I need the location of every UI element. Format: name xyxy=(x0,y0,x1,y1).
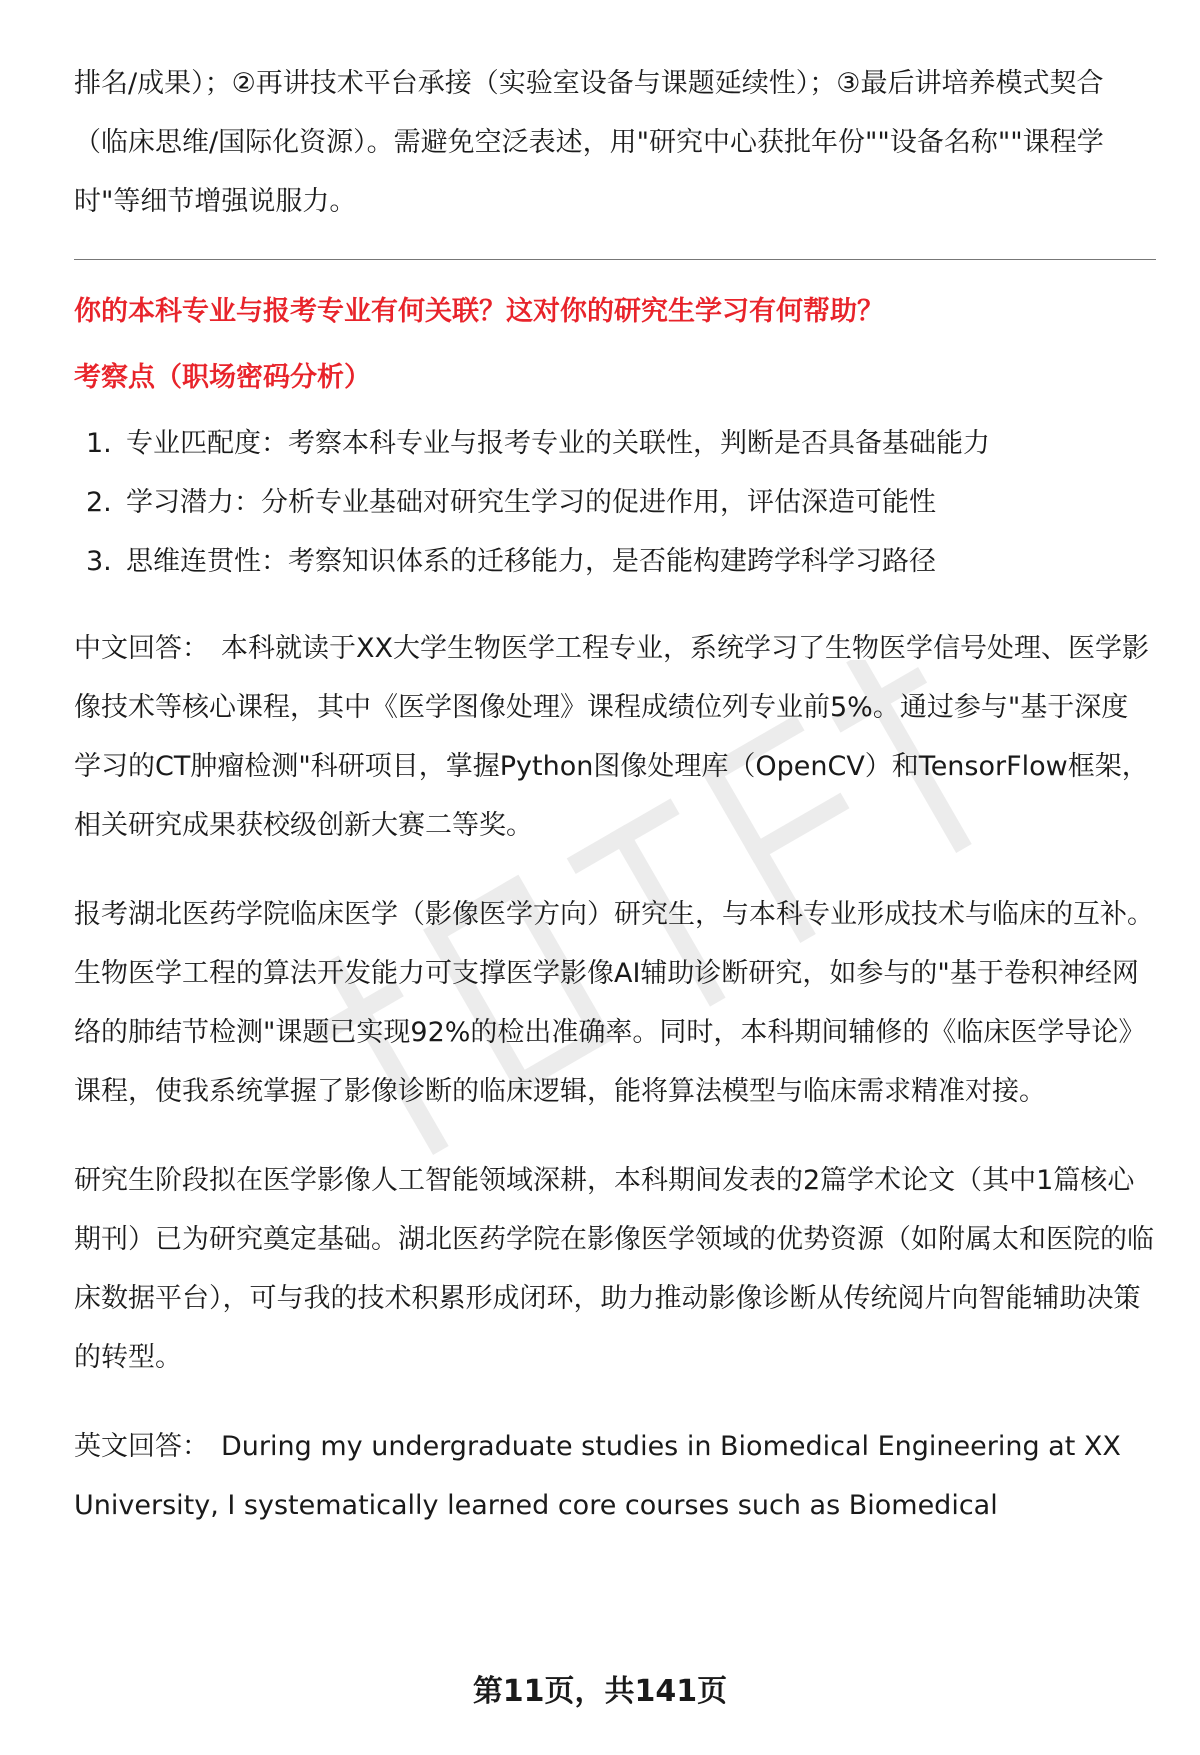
chinese-answer-text-1: 本科就读于XX大学生物医学工程专业，系统学习了生物医学信号处理、医学影像技术等核心课程，其中《医学图像处理》课程成绩位列专业前5%。通过参与"基于深度学习的CT肿瘤检测"科研项目，掌握Python图像处理库（OpenCV）和TensorFlow框架，相关研究成果获校级创新大赛二等奖。 xyxy=(74,633,1149,841)
focus-heading: 考察点（职场密码分析） xyxy=(74,362,371,393)
english-answer-text: During my undergraduate studies in Biomedical Engineering at XX University, I systematically learned core courses such as Biomedical xyxy=(74,1431,1121,1521)
english-answer-label: 英文回答： xyxy=(74,1431,209,1462)
list-item-text: 专业匹配度：考察本科专业与报考专业的关联性，判断是否具备基础能力 xyxy=(126,428,990,459)
list-item xyxy=(74,473,1154,532)
question-heading: 你的本科专业与报考专业有何关联？这对你的研究生学习有何帮助？ xyxy=(74,296,884,327)
focus-points-list xyxy=(74,414,1154,591)
list-item-text: 学习潜力：分析专业基础对研究生学习的促进作用，评估深造可能性 xyxy=(126,487,936,518)
page-content xyxy=(74,54,1154,1535)
page-footer: 第11页，共141页 xyxy=(472,1674,728,1709)
section-divider xyxy=(74,259,1156,260)
list-item xyxy=(74,532,1154,591)
intro-paragraph: 排名/成果）；②再讲技术平台承接（实验室设备与课题延续性）；③最后讲培养模式契合（临床思维/国际化资源）。需避免空泛表述，用"研究中心获批年份""设备名称""课程学时"等细节增强说服力。 xyxy=(74,68,1104,217)
list-item-number: 3. xyxy=(86,546,112,577)
chinese-answer-paragraph-2: 报考湖北医药学院临床医学（影像医学方向）研究生，与本科专业形成技术与临床的互补。生物医学工程的算法开发能力可支撑医学影像AI辅助诊断研究，如参与的"基于卷积神经网络的肺结节检测"课题已实现92%的检出准确率。同时，本科期间辅修的《临床医学导论》课程，使我系统掌握了影像诊断的临床逻辑，能将算法模型与临床需求精准对接。 xyxy=(74,899,1154,1107)
list-item-number: 1. xyxy=(86,428,112,459)
list-item xyxy=(74,414,1154,473)
chinese-answer-label: 中文回答： xyxy=(74,633,209,664)
chinese-answer-paragraph-1 xyxy=(74,619,1154,855)
list-item-number: 2. xyxy=(86,487,112,518)
english-answer-paragraph xyxy=(74,1417,1154,1535)
list-item-text: 思维连贯性：考察知识体系的迁移能力，是否能构建跨学科学习路径 xyxy=(126,546,936,577)
chinese-answer-paragraph-3: 研究生阶段拟在医学影像人工智能领域深耕，本科期间发表的2篇学术论文（其中1篇核心期刊）已为研究奠定基础。湖北医药学院在影像医学领域的优势资源（如附属太和医院的临床数据平台），可与我的技术积累形成闭环，助力推动影像诊断从传统阅片向智能辅助决策的转型。 xyxy=(74,1165,1154,1373)
